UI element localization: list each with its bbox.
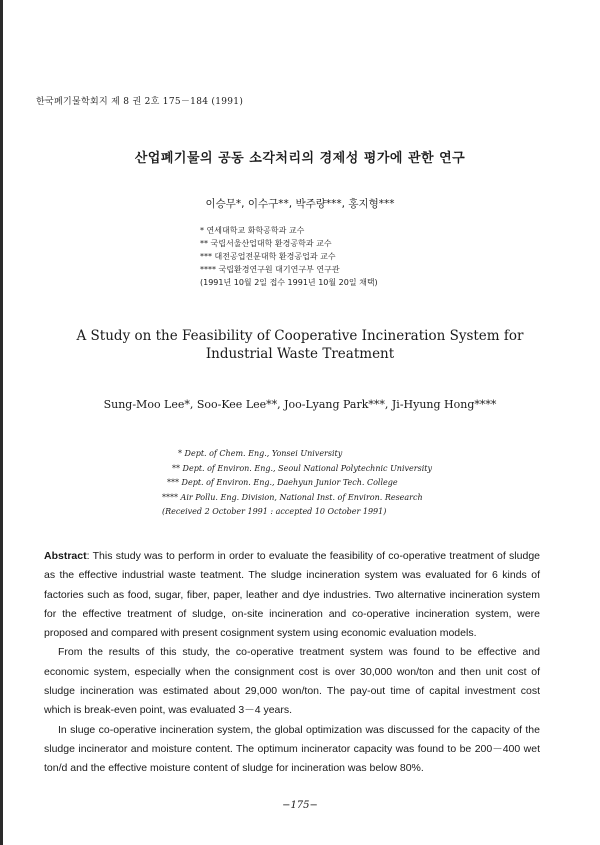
english-received-dates: (Received 2 October 1991 : accepted 10 October 1991)	[162, 507, 387, 516]
scan-left-edge	[0, 0, 3, 845]
english-title-line: Industrial Waste Treatment	[205, 346, 395, 362]
abstract-paragraph: From the results of this study, the co-operative treatment system was found to be effective and economic system, especially when the consignment cost is over 30,000 won/ton and then unit cost of sludge incineration was estimated about 29,000 won/ton. The pay-out time of capital investment cost which is break-even point, was evaluated 3－4 years.	[44, 646, 540, 717]
korean-received-dates: (1991년 10월 2일 접수 1991년 10월 20일 채택)	[200, 278, 378, 287]
korean-affiliations	[200, 224, 378, 289]
korean-affiliation: * 연세대학교 화학공학과 교수	[200, 226, 305, 235]
korean-affiliation: *** 대전공업전문대학 환경공업과 교수	[200, 252, 336, 261]
english-title	[0, 327, 600, 363]
english-affiliation: * Dept. of Chem. Eng., Yonsei University	[178, 449, 343, 458]
english-affiliation: **** Air Pollu. Eng. Division, National Inst. of Environ. Research	[162, 492, 423, 502]
english-affiliation: *** Dept. of Environ. Eng., Daehyun Junior Tech. College	[167, 478, 398, 487]
abstract-paragraph: In sluge co-operative incineration system, the global optimization was discussed for the capacity of the sludge incinerator and moisture content. The optimum incinerator capacity was found to be 200－400 wet ton/d and the effective moisture content of sludge for incineration was below 80%.	[44, 723, 540, 775]
korean-authors: 이승무*, 이수구**, 박주량***, 홍지형***	[205, 198, 395, 210]
page-number: −175−	[282, 800, 318, 811]
abstract-text: : This study was to perform in order to evaluate the feasibility of co-operative treatment of sludge as the effective industrial waste teatment. The sludge incineration system was evaluated for 6 kinds of factories such as food, sugar, fiber, paper, leather and dye industries. Two alternative incineration system for the effective treatment of sludge, on-site incineration and co-operative incineration system, were proposed and compared with present cosignment system using economic evaluation models.	[44, 550, 540, 640]
english-authors: Sung-Moo Lee*, Soo-Kee Lee**, Joo-Lyang Park***, Ji-Hyung Hong****	[103, 398, 497, 411]
korean-affiliation: **** 국립환경연구원 대기연구부 연구관	[200, 265, 340, 274]
english-affiliation: ** Dept. of Environ. Eng., Seoul National Polytechnic University	[172, 463, 432, 473]
abstract-paragraph	[44, 547, 540, 643]
abstract-label: Abstract	[44, 550, 87, 562]
english-title-line: A Study on the Feasibility of Cooperative Incineration System for	[76, 328, 524, 344]
korean-affiliation: ** 국립서울산업대학 환경공학과 교수	[200, 239, 332, 248]
korean-title: 산업폐기물의 공동 소각처리의 경제성 평가에 관한 연구	[134, 151, 466, 166]
abstract	[44, 547, 540, 779]
english-affiliations	[162, 447, 432, 520]
journal-header: 한국폐기물학회지 제 8 권 2호 175－184 (1991)	[36, 97, 244, 107]
